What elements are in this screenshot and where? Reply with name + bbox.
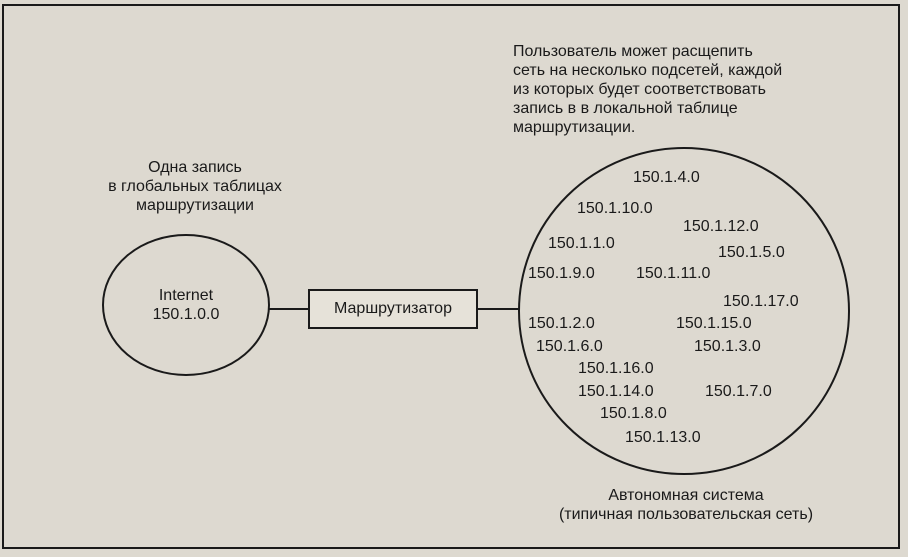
subnet-label: 150.1.16.0	[578, 360, 654, 377]
subnet-label: 150.1.10.0	[577, 200, 653, 217]
autonomous-system-circle	[519, 148, 849, 474]
router-label: Маршрутизатор	[334, 300, 452, 317]
subnet-label: 150.1.14.0	[578, 383, 654, 400]
subnet-label: 150.1.13.0	[625, 429, 701, 446]
as-caption-line: Автономная система	[608, 487, 764, 504]
as-caption-line: (типичная пользовательская сеть)	[558, 506, 814, 523]
internet-node	[103, 235, 269, 375]
subnet-label: 150.1.5.0	[718, 244, 785, 261]
subnet-label: 150.1.12.0	[683, 218, 759, 235]
subnet-label: 150.1.9.0	[528, 265, 595, 282]
user-note-line: Пользователь может расщепить	[513, 43, 753, 60]
subnet-label: 150.1.2.0	[528, 315, 595, 332]
global-table-note	[86, 158, 304, 215]
user-note-line: сеть на несколько подсетей, каждой	[513, 62, 783, 79]
global-note-line: Одна запись	[148, 159, 242, 176]
subnet-label: 150.1.6.0	[536, 338, 603, 355]
user-note-line: запись в в локальной таблице	[513, 100, 738, 117]
subnet-label: 150.1.1.0	[548, 235, 615, 252]
subnet-label: 150.1.11.0	[636, 265, 711, 282]
subnet-label: 150.1.3.0	[694, 338, 761, 355]
autonomous-system-caption	[506, 486, 866, 524]
subnet-label: 150.1.15.0	[676, 315, 752, 332]
internet-address: 150.1.0.0	[152, 306, 220, 323]
global-note-line: маршрутизации	[136, 197, 254, 214]
user-note-line: маршрутизации.	[513, 119, 636, 136]
subnet-label: 150.1.8.0	[600, 405, 667, 422]
global-note-line: в глобальных таблицах	[108, 178, 282, 195]
user-note-line: из которых будет соответствовать	[513, 81, 766, 98]
subnet-label: 150.1.4.0	[633, 169, 700, 186]
subnet-label: 150.1.17.0	[723, 293, 799, 310]
router-box	[308, 289, 478, 329]
user-subnet-note	[513, 42, 782, 137]
internet-label: Internet	[158, 287, 214, 304]
subnet-label: 150.1.7.0	[705, 383, 772, 400]
